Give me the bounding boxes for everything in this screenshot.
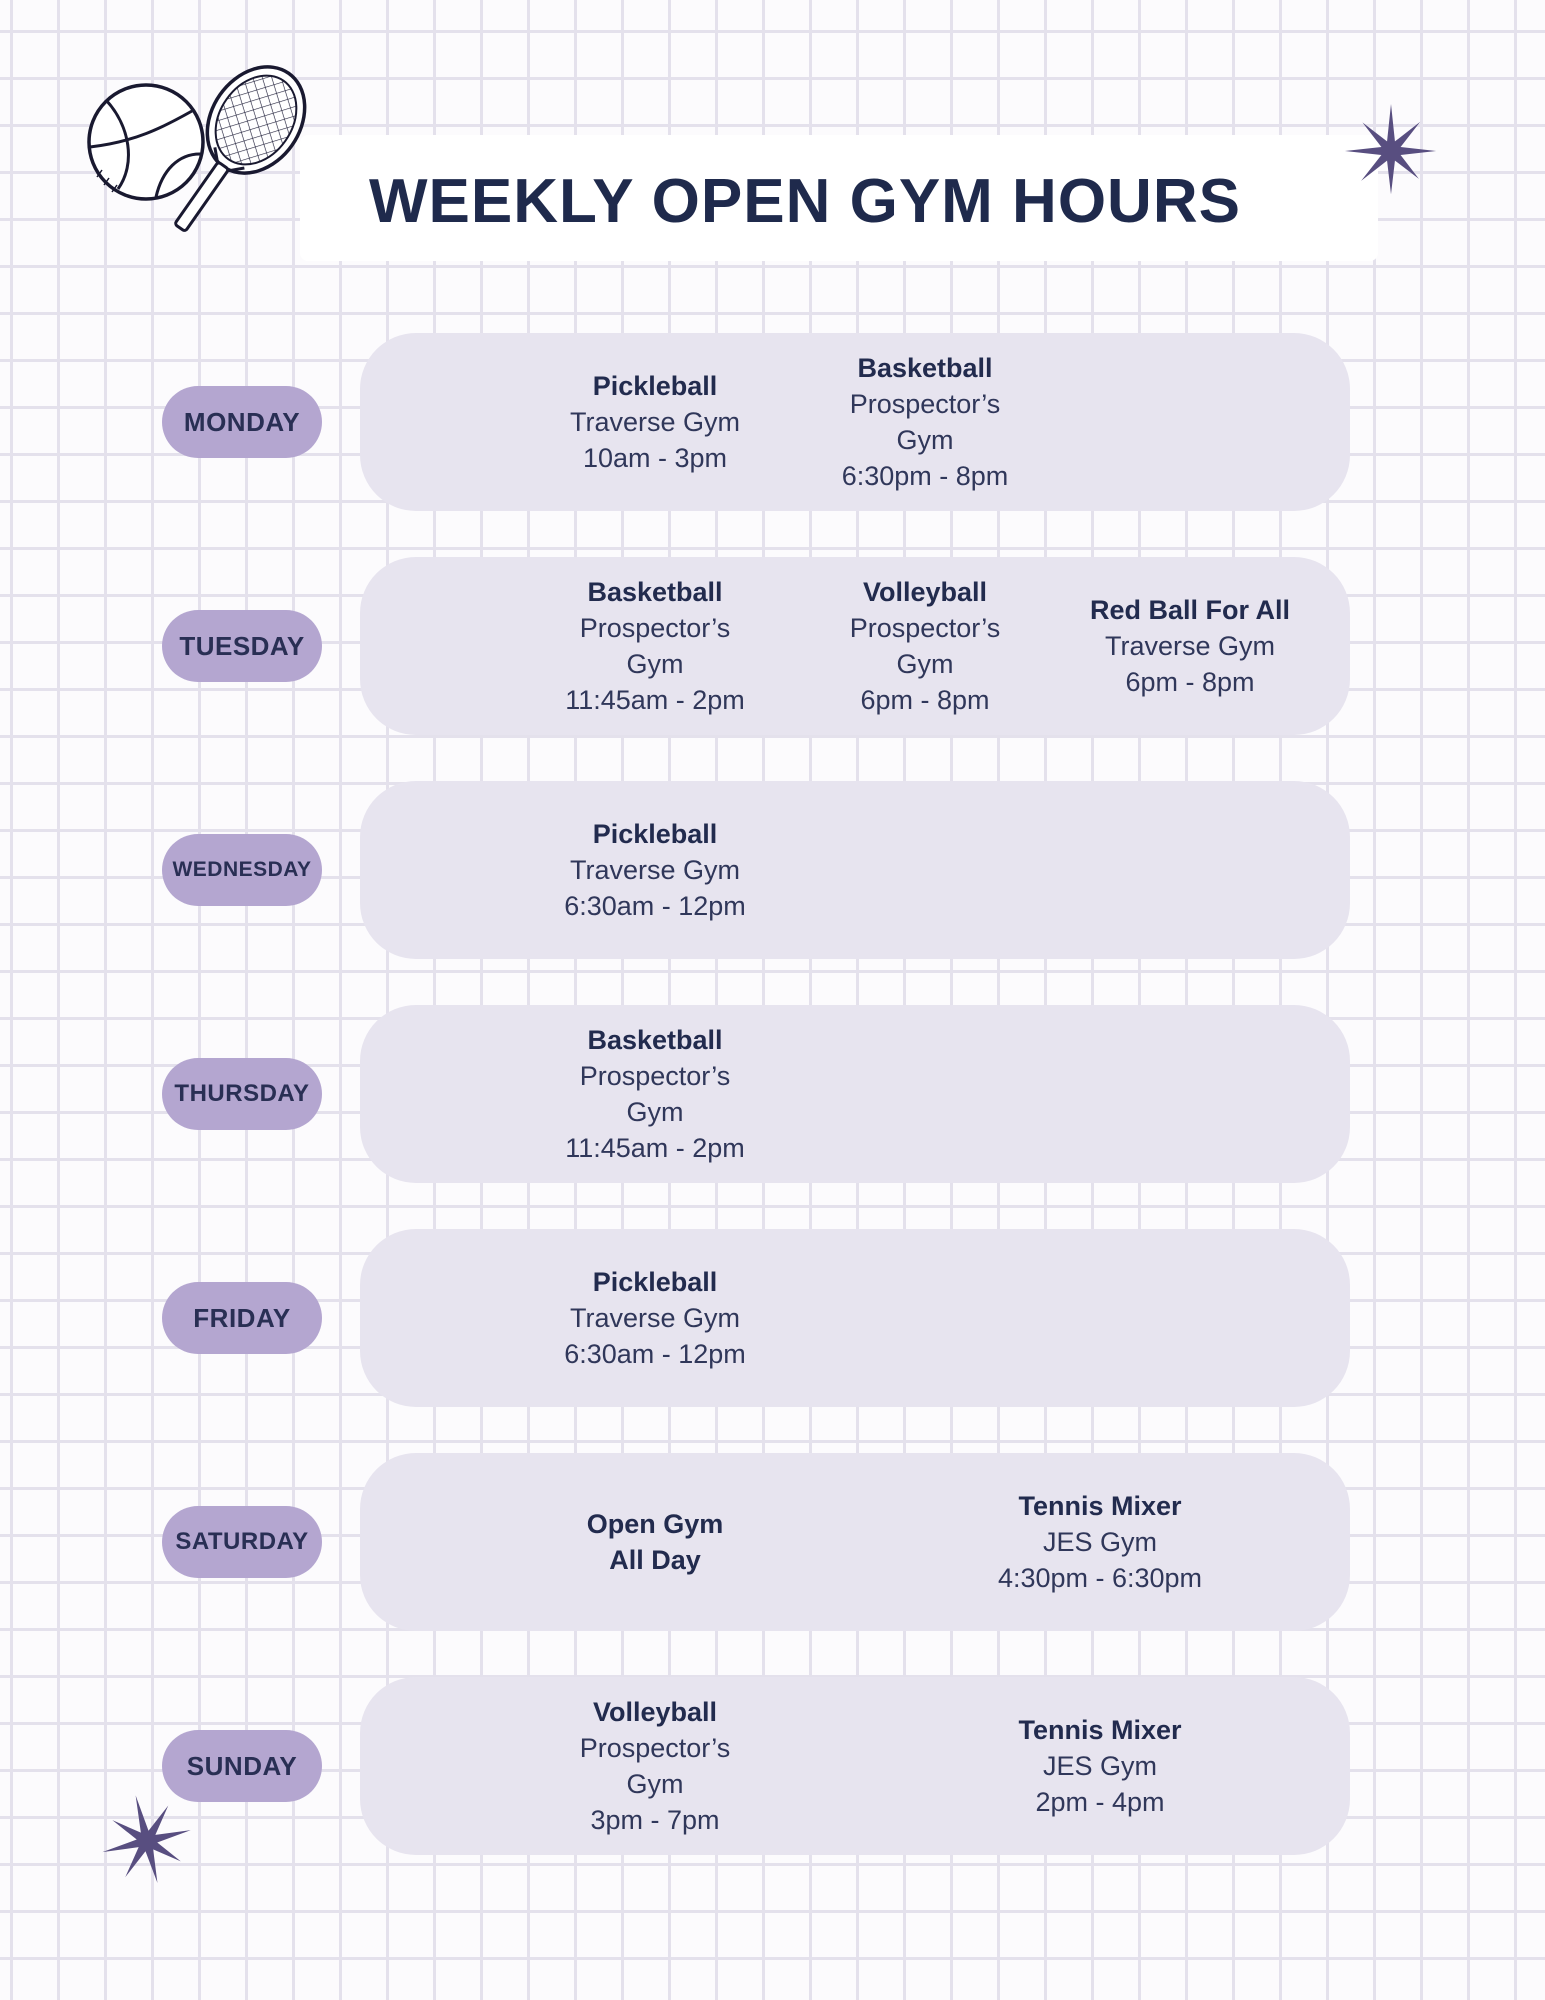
schedule-row-friday bbox=[0, 1229, 1545, 1407]
event-pickleball: Pickleball Traverse Gym 6:30am - 12pm bbox=[564, 1267, 746, 1369]
day-pill-tuesday: TUESDAY bbox=[162, 610, 322, 682]
starburst-icon bbox=[1344, 104, 1438, 198]
event-volleyball: Volleyball Prospector’s Gym 6pm - 8pm bbox=[849, 577, 1001, 715]
day-pill-wednesday: WEDNESDAY bbox=[162, 834, 322, 906]
event-pickleball: Pickleball Traverse Gym 6:30am - 12pm bbox=[564, 819, 746, 921]
schedule-card-saturday bbox=[360, 1453, 1350, 1631]
schedule-row-saturday bbox=[0, 1453, 1545, 1631]
schedule-row-sunday bbox=[0, 1677, 1545, 1855]
schedule-row-tuesday bbox=[0, 557, 1545, 735]
event-pickleball: Pickleball Traverse Gym 10am - 3pm bbox=[569, 371, 740, 473]
page-title: WEEKLY OPEN GYM HOURS bbox=[369, 167, 1241, 236]
schedule-row-thursday bbox=[0, 1005, 1545, 1183]
day-pill-thursday: THURSDAY bbox=[162, 1058, 322, 1130]
event-basketball: Basketball Prospector’s Gym 11:45am - 2pm bbox=[565, 577, 745, 715]
event-tennis-mixer: Tennis Mixer JES Gym 4:30pm - 6:30pm bbox=[997, 1491, 1203, 1593]
day-pill-sunday: SUNDAY bbox=[162, 1730, 322, 1802]
event-basketball: Basketball Prospector’s Gym 11:45am - 2pm bbox=[565, 1025, 745, 1163]
event-basketball: Basketball Prospector’s Gym 6:30pm - 8pm bbox=[841, 353, 1009, 491]
schedule-card-sunday bbox=[360, 1677, 1350, 1855]
day-pill-monday: MONDAY bbox=[162, 386, 322, 458]
schedule-card-monday bbox=[360, 333, 1350, 511]
event-red-ball-for-all: Red Ball For All Traverse Gym 6pm - 8pm bbox=[1089, 595, 1291, 697]
day-pill-saturday: SATURDAY bbox=[162, 1506, 322, 1578]
schedule-row-wednesday bbox=[0, 781, 1545, 959]
day-pill-friday: FRIDAY bbox=[162, 1282, 322, 1354]
schedule-card-tuesday bbox=[360, 557, 1350, 735]
schedule-row-monday bbox=[0, 333, 1545, 511]
event-open-gym: Open Gym All Day bbox=[586, 1509, 724, 1575]
event-volleyball: Volleyball Prospector’s Gym 3pm - 7pm bbox=[579, 1697, 731, 1835]
event-tennis-mixer: Tennis Mixer JES Gym 2pm - 4pm bbox=[1018, 1715, 1182, 1817]
schedule-card-friday bbox=[360, 1229, 1350, 1407]
schedule-card-wednesday bbox=[360, 781, 1350, 959]
schedule-card-thursday bbox=[360, 1005, 1350, 1183]
